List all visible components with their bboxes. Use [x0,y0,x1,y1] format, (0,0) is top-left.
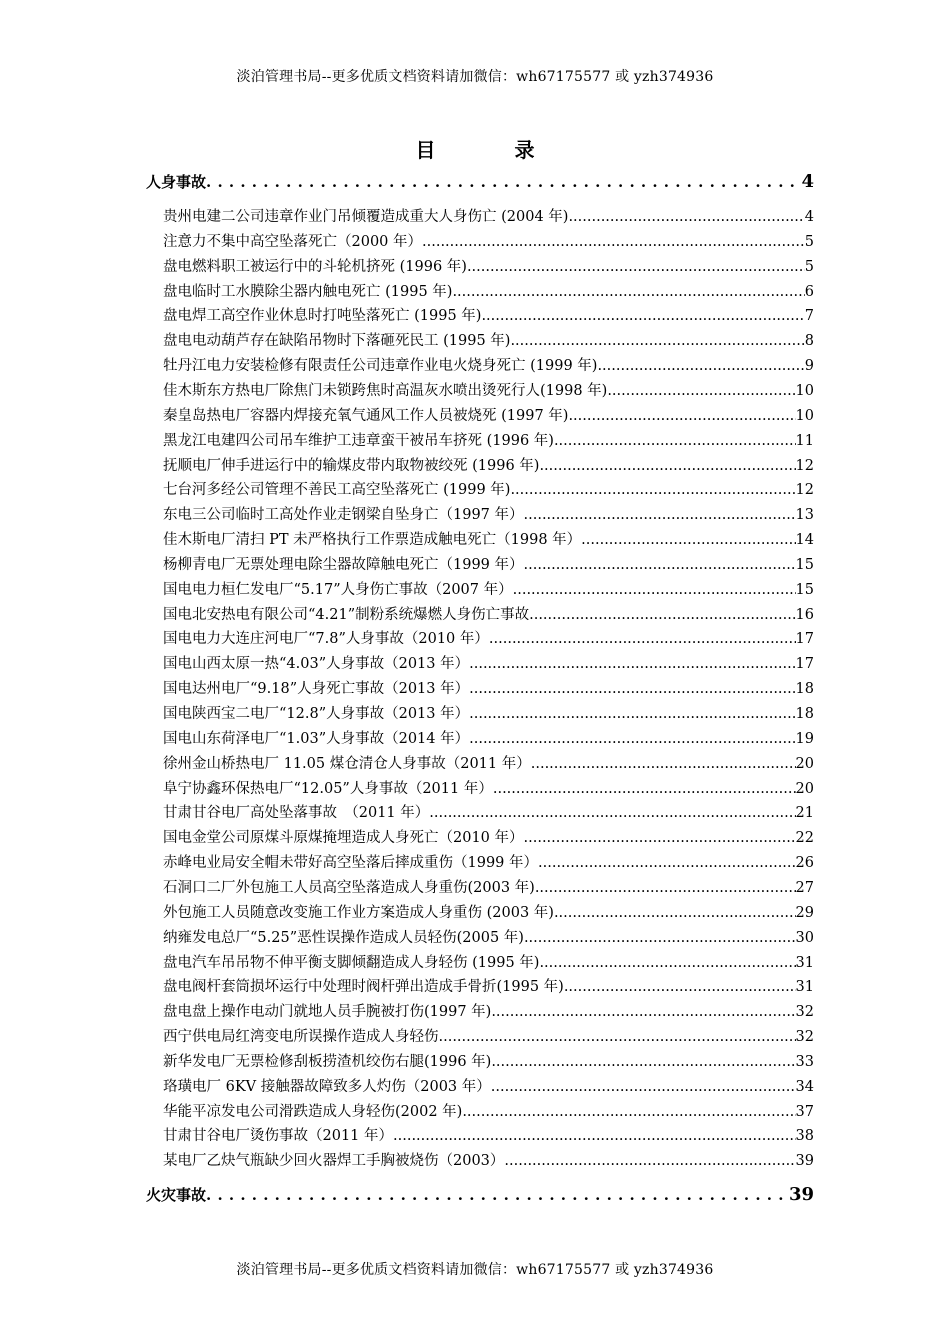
toc-entry-page-number: 10 [795,383,814,399]
toc-entry-page-number: 7 [804,308,814,324]
toc-entry-page-number: 17 [795,656,814,672]
toc-entry-title: 外包施工人员随意改变施工作业方案造成人身重伤 (2003 年) [163,905,554,921]
dot-leader [491,1079,796,1095]
toc-entry-page-number: 19 [795,731,814,747]
toc-entry-title: 贵州电建二公司违章作业门吊倾覆造成重大人身伤亡 (2004 年) [163,209,569,225]
toc-entry-page-number: 9 [804,358,814,374]
toc-entry-title: 赤峰电业局安全帽未带好高空坠落后摔成重伤（1999 年） [163,855,539,871]
toc-entry-page-number: 18 [795,681,814,697]
toc-entry-page-number: 32 [795,1004,814,1020]
toc-entry-page-number: 12 [795,458,814,474]
toc-entry-page-number: 15 [795,582,814,598]
toc-entry-page-number: 22 [795,830,814,846]
dot-leader [524,830,796,846]
toc-entry[interactable] [163,652,814,673]
toc-entry-title: 西宁供电局红湾变电所误操作造成人身轻伤 [163,1029,439,1045]
toc-entry-page-number: 17 [795,631,814,647]
toc-title: 目 录 [415,138,571,162]
dot-leader [524,930,796,946]
toc-entry[interactable] [163,578,814,599]
dot-leader [510,333,804,349]
toc-entry-title: 盘电阀杆套筒损坏运行中处理时阀杆弹出造成手骨折(1995 年) [163,979,564,995]
dot-leader [581,532,795,548]
dot-leader [452,284,804,300]
toc-entry-title: 国电金堂公司原煤斗原煤掩埋造成人身死亡（2010 年） [163,830,524,846]
toc-entry[interactable] [163,503,814,524]
toc-entry[interactable] [163,851,814,872]
toc-entry[interactable] [163,727,814,748]
toc-entry-title: 盘电盘上操作电动门就地人员手腕被打伤(1997 年) [163,1004,492,1020]
dot-leader [564,979,796,995]
toc-entry[interactable] [163,1000,814,1021]
toc-entry-title: 阜宁协鑫环保热电厂“12.05”人身事故（2011 年） [163,781,493,797]
toc-entry-title: 东电三公司临时工高处作业走钢梁自坠身亡（1997 年） [163,507,524,523]
toc-entry-title: 盘电电动葫芦存在缺陷吊物时下落砸死民工 (1995 年) [163,333,511,349]
toc-entry[interactable] [163,404,814,425]
toc-entry[interactable] [163,329,814,350]
toc-section-page-number: 39 [788,1184,814,1205]
page-footer: 淡泊管理书局--更多优质文档资料请加微信：wh67175577 或 yzh374936 [236,1262,714,1278]
dot-leader [422,234,805,250]
toc-entry-page-number: 8 [804,333,814,349]
toc-entry-page-number: 20 [795,781,814,797]
dot-leader [597,358,804,374]
toc-entry-page-number: 38 [795,1128,814,1144]
toc-entry[interactable] [163,1050,814,1071]
toc-section[interactable] [146,1184,814,1205]
toc-entry-title: 黑龙江电建四公司吊车维护工违章蛮干被吊车挤死 (1996 年) [163,433,554,449]
toc-entry[interactable] [163,876,814,897]
dot-leader [531,756,796,772]
toc-entry-title: 秦皇岛热电厂容器内焊接充氧气通风工作人员被烧死 (1997 年) [163,408,569,424]
dot-leader [539,955,795,971]
toc-entry-page-number: 14 [795,532,814,548]
toc-entry-page-number: 26 [795,855,814,871]
toc-entry-title: 国电山西太原一热“4.03”人身事故（2013 年） [163,656,470,672]
toc-entry[interactable] [163,354,814,375]
toc-entry-title: 珞璜电厂 6KV 接触器故障致多人灼伤（2003 年） [163,1079,491,1095]
toc-entry-page-number: 29 [795,905,814,921]
dot-leader [568,408,795,424]
toc-section-title: 火灾事故 [146,1186,207,1204]
toc-entry-title: 盘电焊工高空作业休息时打吨坠落死亡 (1995 年) [163,308,482,324]
dot-leader [462,1104,795,1120]
toc-entry[interactable] [163,1124,814,1145]
toc-entry-title: 国电达州电厂“9.18”人身死亡事故（2013 年） [163,681,470,697]
toc-entry-title: 徐州金山桥热电厂 11.05 煤仓清仓人身事故（2011 年） [163,756,531,772]
dot-leader [469,706,795,722]
toc-entry-title: 国电陕西宝二电厂“12.8”人身事故（2013 年） [163,706,470,722]
toc-entry-page-number: 5 [804,259,814,275]
toc-entry-page-number: 18 [795,706,814,722]
toc-entry[interactable] [163,826,814,847]
dot-leader [481,308,804,324]
toc-entry[interactable] [163,926,814,947]
toc-entry-title: 盘电临时工水膜除尘器内触电死亡 (1995 年) [163,284,453,300]
dot-leader [491,1054,795,1070]
toc-section[interactable] [146,171,814,192]
toc-entry-page-number: 39 [795,1153,814,1169]
toc-entry[interactable] [163,975,814,996]
toc-entry-title: 佳木斯东方热电厂除焦门未锁跨焦时高温灰水喷出烫死行人(1998 年) [163,383,608,399]
toc-entry-title: 国电山东荷泽电厂“1.03”人身事故（2014 年） [163,731,470,747]
toc-entry-title: 新华发电厂无票检修刮板捞渣机绞伤右腿(1996 年) [163,1054,492,1070]
dot-leader [524,557,796,573]
toc-entry-title: 注意力不集中高空坠落死亡（2000 年） [163,234,423,250]
toc-entry[interactable] [163,478,814,499]
toc-entry[interactable] [163,379,814,400]
toc-entry-title: 纳雍发电总厂“5.25”恶性误操作造成人员轻伤(2005 年) [163,930,524,946]
toc-entry-title: 国电北安热电有限公司“4.21”制粉系统爆燃人身伤亡事故 [163,607,530,623]
toc-entry-page-number: 10 [795,408,814,424]
toc-entry[interactable] [163,1075,814,1096]
toc-entry-page-number: 30 [795,930,814,946]
dot-leader [510,482,795,498]
toc-entry-page-number: 21 [795,805,814,821]
toc-entry-page-number: 31 [795,955,814,971]
toc-entry-page-number: 27 [795,880,814,896]
toc-entry[interactable] [163,553,814,574]
toc-entry[interactable] [163,304,814,325]
dot-leader [568,209,804,225]
toc-entry-title: 抚顺电厂伸手进运行中的输煤皮带内取物被绞死 (1996 年) [163,458,540,474]
toc-entry[interactable] [163,230,814,251]
dot-leader [469,656,795,672]
toc-entry[interactable] [163,627,814,648]
dot-leader [491,1004,795,1020]
dot-leader [607,383,795,399]
toc-entry[interactable] [163,752,814,773]
toc-entry-page-number: 31 [795,979,814,995]
dot-leader [429,805,795,821]
toc-entry[interactable] [163,801,814,822]
toc-entry[interactable] [163,280,814,301]
dot-leader [529,607,795,623]
toc-entry-title: 七台河多经公司管理不善民工高空坠落死亡 (1999 年) [163,482,511,498]
toc-entry-page-number: 11 [795,433,814,449]
toc-entry-title: 某电厂乙炔气瓶缺少回火器焊工手胸被烧伤（2003） [163,1153,505,1169]
toc-entry-title: 甘肃甘谷电厂高处坠落事故 （2011 年） [163,805,430,821]
toc-entry[interactable] [163,702,814,723]
dot-leader [489,631,796,647]
toc-entry[interactable] [163,603,814,624]
toc-entry[interactable] [163,429,814,450]
toc-entry-page-number: 12 [795,482,814,498]
toc-entry-title: 佳木斯电厂清扫 PT 未严格执行工作票造成触电死亡（1998 年） [163,532,582,548]
toc-entry-title: 华能平凉发电公司滑跌造成人身轻伤(2002 年) [163,1104,463,1120]
toc-entry[interactable] [163,255,814,276]
toc-entry[interactable] [163,901,814,922]
toc-entry-page-number: 13 [795,507,814,523]
dot-leader [469,731,795,747]
dot-leader [524,507,796,523]
dot-leader [206,1186,789,1204]
toc-entry[interactable] [163,1025,814,1046]
toc-entry-title: 杨柳青电厂无票处理电除尘器故障触电死亡（1999 年） [163,557,524,573]
dot-leader [554,905,796,921]
toc-section-page-number: 4 [801,171,814,192]
toc-entry-title: 盘电汽车吊吊物不伸平衡支脚倾翻造成人身轻伤 (1995 年) [163,955,540,971]
toc-entry-title: 甘肃甘谷电厂烫伤事故（2011 年） [163,1128,394,1144]
toc-entry[interactable] [163,454,814,475]
toc-entry-title: 石洞口二厂外包施工人员高空坠落造成人身重伤(2003 年) [163,880,535,896]
toc-entry-page-number: 16 [795,607,814,623]
toc-entry-page-number: 4 [804,209,814,225]
dot-leader [467,259,805,275]
dot-leader [538,855,796,871]
toc-entry-page-number: 37 [795,1104,814,1120]
dot-leader [554,433,796,449]
toc-entry-page-number: 15 [795,557,814,573]
toc-entry-page-number: 6 [804,284,814,300]
toc-entry-page-number: 5 [804,234,814,250]
toc-entry-page-number: 34 [795,1079,814,1095]
page-header: 淡泊管理书局--更多优质文档资料请加微信：wh67175577 或 yzh374936 [236,69,714,85]
toc-entry[interactable] [163,205,814,226]
toc-entry-title: 国电电力大连庄河电厂“7.8”人身事故（2010 年） [163,631,489,647]
toc-entry[interactable] [163,677,814,698]
toc-entry[interactable] [163,951,814,972]
toc-entry-title: 国电电力桓仁发电厂“5.17”人身伤亡事故（2007 年） [163,582,513,598]
dot-leader [393,1128,796,1144]
toc-entry[interactable] [163,528,814,549]
toc-entry-title: 盘电燃料职工被运行中的斗轮机挤死 (1996 年) [163,259,467,275]
toc-entry-title: 牡丹江电力安装检修有限责任公司违章作业电火烧身死亡 (1999 年) [163,358,598,374]
toc-entry-page-number: 20 [795,756,814,772]
toc-entry[interactable] [163,777,814,798]
toc-section-title: 人身事故 [146,173,207,191]
toc-entry[interactable] [163,1149,814,1170]
toc-entry-page-number: 32 [795,1029,814,1045]
dot-leader [504,1153,795,1169]
dot-leader [206,173,801,191]
toc-entry-page-number: 33 [795,1054,814,1070]
dot-leader [493,781,796,797]
dot-leader [469,681,795,697]
dot-leader [439,1029,796,1045]
dot-leader [539,458,795,474]
dot-leader [513,582,796,598]
toc-entry[interactable] [163,1100,814,1121]
dot-leader [535,880,796,896]
